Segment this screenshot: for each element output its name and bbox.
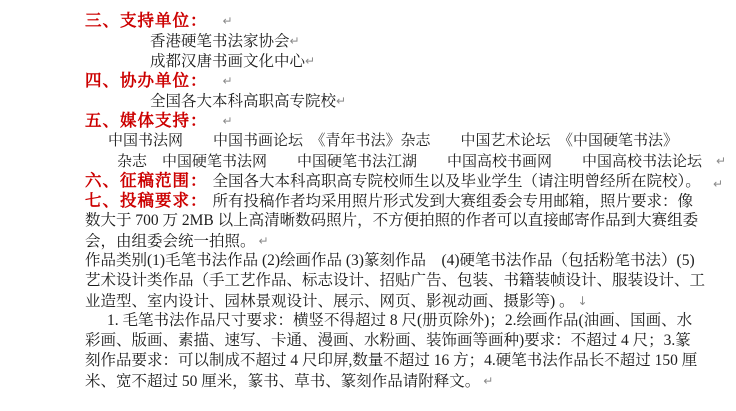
- paragraph-mark-icon: ↵: [222, 114, 233, 128]
- document-line: [85, 71, 725, 91]
- paragraph-mark-icon: ↵: [222, 14, 233, 28]
- paragraph-mark-icon: ↵: [336, 94, 347, 108]
- body-text: 杂志 中国硬笔书法网 中国硬笔书法江湖 中国高校书画网 中国高校书法论坛: [117, 154, 703, 170]
- paragraph-mark-icon: ↵: [716, 154, 727, 168]
- document-line: [85, 371, 725, 391]
- paragraph-mark-icon: ↵: [258, 234, 269, 248]
- body-text: 1. 毛笔书法作品尺寸要求：横竖不得超过 8 尺(册页除外)；2.绘画作品(油画、国画、水: [107, 312, 693, 329]
- document-line: [85, 271, 725, 291]
- document-line: [85, 291, 725, 311]
- body-text: 彩画、版画、素描、速写、卡通、漫画、水粉画、装饰画等画种)要求：不超过 4 尺；3.篆: [85, 332, 691, 349]
- document-line: [85, 111, 725, 131]
- document-line: [85, 11, 725, 31]
- document-line: [85, 151, 725, 171]
- document-line: [85, 351, 725, 371]
- document-line: [85, 231, 725, 251]
- body-text: 成都汉唐书画文化中心: [150, 53, 306, 70]
- document-line: [85, 31, 725, 51]
- section-heading: 五、媒体支持：: [85, 111, 208, 130]
- body-text: 全国各大本科高职高专院校: [150, 93, 337, 110]
- section-heading: 三、支持单位：: [85, 11, 208, 30]
- paragraph-mark-icon: ↵: [289, 34, 300, 48]
- section-heading: 七、投稿要求：: [85, 191, 208, 210]
- body-text: 会，由组委会统一拍照。: [85, 233, 256, 250]
- document-line: [85, 251, 725, 271]
- body-text: 作品类别(1)毛笔书法作品 (2)绘画作品 (3)篆刻作品 (4)硬笔书法作品（包括粉笔书法）(5): [85, 252, 695, 269]
- body-text: 香港硬笔书法家协会: [150, 33, 290, 50]
- section-heading: 四、协办单位：: [85, 71, 208, 90]
- body-text: 艺术设计类作品（手工艺作品、标志设计、招贴广告、包装、书籍装帧设计、服装设计、工: [85, 272, 706, 289]
- body-text: 刻作品要求：可以制成不超过 4 尺印屏,数量不超过 16 方；4.硬笔书法作品长不超过 150 厘: [85, 352, 698, 369]
- body-text: 业造型、室内设计、园林景观设计、展示、网页、影视动画、摄影等) 。: [85, 293, 575, 310]
- body-text: 米、宽不超过 50 厘米，篆书、草书、篆刻作品请附释文。: [85, 373, 481, 390]
- document-line: [85, 91, 725, 111]
- body-text: 全国各大本科高职高专院校师生以及毕业学生（请注明曾经所在院校）。: [212, 173, 701, 190]
- document-line: [85, 171, 725, 191]
- body-text: 所有投稿作者均采用照片形式发到大赛组委会专用邮箱，照片要求：像: [212, 193, 694, 210]
- document-line: [85, 211, 725, 231]
- paragraph-mark-icon: ↵: [712, 177, 723, 191]
- paragraph-mark-icon: ↵: [483, 374, 494, 388]
- section-heading: 六、征稿范围：: [85, 171, 208, 190]
- body-text: 中国书法网 中国书画论坛 《青年书法》杂志 中国艺术论坛 《中国硬笔书法》: [108, 133, 679, 149]
- paragraph-mark-icon: ↵: [305, 54, 316, 68]
- document-line: [85, 191, 725, 211]
- paragraph-mark-icon: ↵: [222, 74, 233, 88]
- document-line: [85, 331, 725, 351]
- line-break-mark-icon: ↓: [577, 294, 588, 308]
- body-text: 数大于 700 万 2MB 以上高清晰数码照片，不方便拍照的作者可以直接邮寄作品到大赛组委: [85, 212, 699, 229]
- document-page[interactable]: [85, 11, 725, 391]
- document-line: [85, 131, 725, 151]
- document-line: [85, 311, 725, 331]
- document-line: [85, 51, 725, 71]
